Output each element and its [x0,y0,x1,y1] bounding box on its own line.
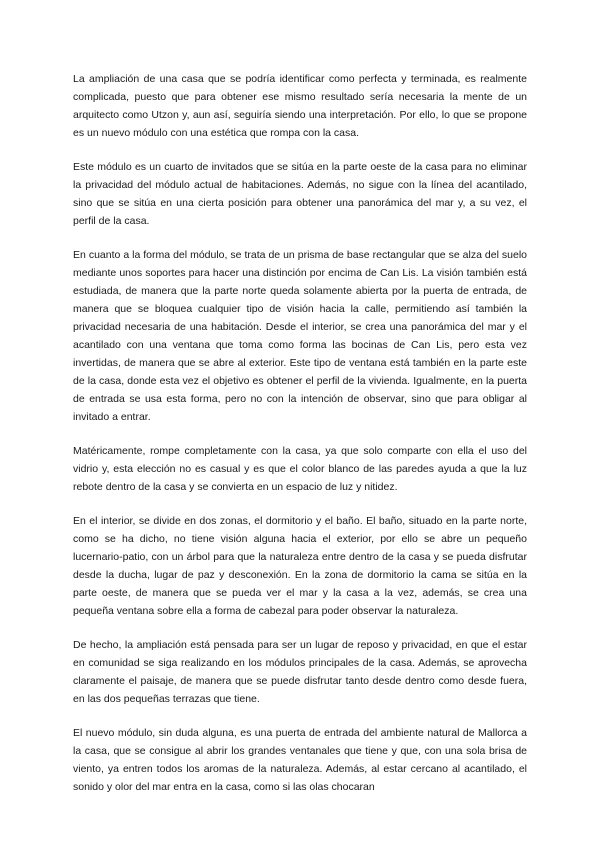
document-body [73,70,527,812]
paragraph-5: En el interior, se divide en dos zonas, el dormitorio y el baño. El baño, situado en la parte norte, como se ha dicho, no tiene visión alguna hacia el exterior, por ello se abre un pequeño lucernario-patio, con un árbol para que la naturaleza entre dentro de la casa y se pueda disfrutar desde la ducha, lugar de paz y desconexión. En la zona de dormitorio la cama se sitúa en la parte oeste, de manera que se pueda ver el mar y la casa a la vez, además, se crea una pequeña ventana sobre ella a forma de cabezal para poder observar la naturaleza. [73,515,527,617]
paragraph-7: El nuevo módulo, sin duda alguna, es una puerta de entrada del ambiente natural de Mallorca a la casa, que se consigue al abrir los grandes ventanales que tiene y que, con una sola brisa de viento, ya entren todos los aromas de la naturaleza. Además, al estar cercano al acantilado, el sonido y olor del mar entra en la casa, como si las olas chocaran [73,727,527,793]
paragraph-3: En cuanto a la forma del módulo, se trata de un prisma de base rectangular que se alza del suelo mediante unos soportes para hacer una distinción por encima de Can Lis. La visión también está estudiada, de manera que la parte norte queda solamente abierta por la puerta de entrada, de manera que se bloquea cualquier tipo de visión hacia la calle, permitiendo así también la privacidad necesaria de una habitación. Desde el interior, se crea una panorámica del mar y el acantilado con una ventana que toma como forma las bocinas de Can Lis, pero esta vez invertidas, de manera que se abre al exterior. Este tipo de ventana está también en la parte este de la casa, donde esta vez el objetivo es obtener el perfil de la vivienda. Igualmente, en la puerta de entrada se usa esta forma, pero no con la intención de observar, sino que para obligar al invitado a entrar. [73,249,527,423]
paragraph-2: Este módulo es un cuarto de invitados que se sitúa en la parte oeste de la casa para no eliminar la privacidad del módulo actual de habitaciones. Además, no sigue con la línea del acantilado, sino que se sitúa en una cierta posición para obtener una panorámica del mar y, a su vez, el perfil de la casa. [73,161,527,227]
paragraph-1: La ampliación de una casa que se podría identificar como perfecta y terminada, es realmente complicada, puesto que para obtener ese mismo resultado sería necesaria la mente de un arquitecto como Utzon y, aun así, seguiría siendo una interpretación. Por ello, lo que se propone es un nuevo módulo con una estética que rompa con la casa. [73,73,527,139]
paragraph-6: De hecho, la ampliación está pensada para ser un lugar de reposo y privacidad, en que el estar en comunidad se siga realizando en los módulos principales de la casa. Además, se aprovecha claramente el paisaje, de manera que se puede disfrutar tanto desde dentro como desde fuera, en las dos pequeñas terrazas que tiene. [73,639,527,705]
paragraph-4: Matéricamente, rompe completamente con la casa, ya que solo comparte con ella el uso del vidrio y, esta elección no es casual y es que el color blanco de las paredes ayuda a que la luz rebote dentro de la casa y se convierta en un espacio de luz y nitidez. [73,445,527,493]
